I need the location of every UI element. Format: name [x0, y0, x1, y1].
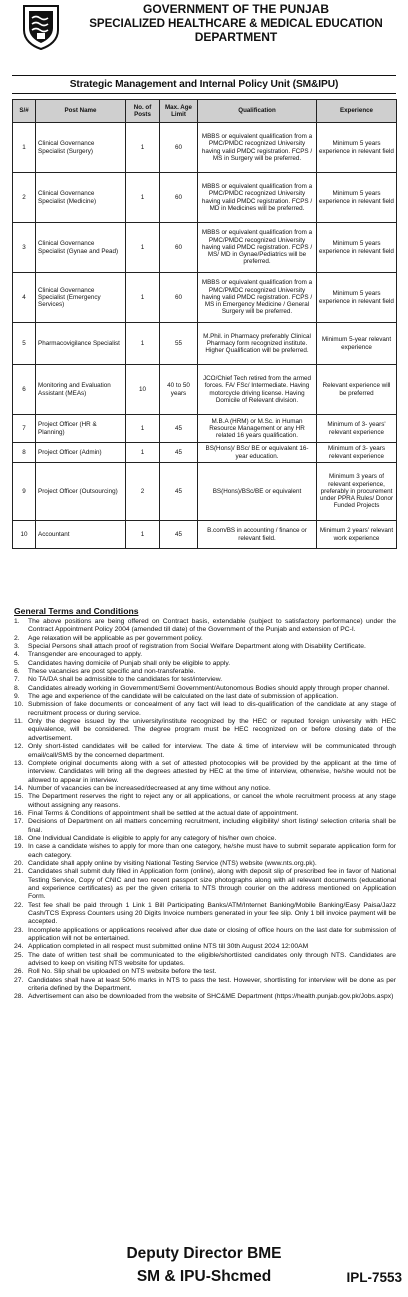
term-number: 6.: [14, 668, 20, 676]
term-number: 25.: [14, 951, 24, 959]
terms-title: General Terms and Conditions: [14, 606, 139, 616]
cell-qualification: BS(Hons)/BSc/BE or equivalent: [198, 463, 317, 521]
cell-sn: 2: [13, 173, 36, 223]
term-text: Candidates having domicile of Punjab shall only be eligible to apply.: [28, 659, 231, 667]
cell-qualification: MBBS or equivalent qualification from a PMC/PMDC recognized University having valid PMDC registration. FCPS / MS in Emergency Medicine / General Surgery will be preferred.: [198, 273, 317, 323]
cell-sn: 9: [13, 463, 36, 521]
cell-age: 60: [160, 273, 198, 323]
col-header-qualification: Qualification: [198, 100, 317, 123]
term-text: Complete original documents along with a set of attested photocopies will be provided by the applicant at the time of interview. Candidates will bring all the degrees attested by HEC at the time of interview, otherwise, he/she would not be allowed to appear in interview.: [28, 759, 396, 784]
unit-title: Strategic Management and Internal Policy Unit (SM&IPU): [69, 79, 339, 90]
cell-experience: Minimum 3 years of relevant experience, preferably in procurement under PPRA Rules/ Donor Funded Projects: [317, 463, 397, 521]
term-item: [14, 810, 396, 818]
term-text: The above positions are being offered on Contract basis, extendable (subject to satisfactory performance) under the Contract Appointment Policy 2004 (amended till date) of the Government of the Punjab and extension of PC-I.: [28, 618, 396, 634]
term-item: [14, 618, 396, 635]
cell-post: Clinical Governance Specialist (Emergency Services): [36, 273, 126, 323]
term-text: Submission of fake documents or concealment of any fact will lead to dis-qualification of the candidate at any stage of recruitment process or during service.: [28, 701, 396, 717]
cell-post: Project Officer (Admin): [36, 443, 126, 463]
term-number: 18.: [14, 834, 24, 842]
term-item: [14, 676, 396, 684]
cell-experience: Minimum 5-year relevant experience: [317, 323, 397, 365]
term-text: Candidates shall submit duly filled in Application form (online), along with deposit slip of prescribed fee in favor of National Testing Service, Copy of CNIC and two recent passport size photographs along with all relevant documents (educational and experience certificates) as per the given criteria to NTS through courier on the address mentioned on Application Form.: [28, 868, 396, 901]
term-text: No TA/DA shall be admissible to the candidates for test/interview.: [28, 676, 223, 684]
cell-experience: Minimum 5 years experience in relevant field: [317, 123, 397, 173]
table-row: [13, 173, 397, 223]
cell-experience: Minimum 2 years' relevant work experience: [317, 521, 397, 549]
cell-posts: 1: [126, 521, 160, 549]
term-number: 12.: [14, 743, 24, 751]
term-number: 17.: [14, 818, 24, 826]
col-header-post: Post Name: [36, 100, 126, 123]
term-text: Candidates shall have at least 50% marks in NTS to pass the test. However, shortlisting for interview will be done as per criteria defined by the Department.: [28, 976, 396, 993]
cell-qualification: MBBS or equivalent qualification from a PMC/PMDC recognized University having valid PMDC registration. FCPS / MS/ MD in Gynae/Pediatrics will be preferred.: [198, 223, 317, 273]
cell-experience: Minimum of 3- years' relevant experience: [317, 415, 397, 443]
term-text: Roll No. Slip shall be uploaded on NTS website before the test.: [28, 968, 217, 976]
term-number: 14.: [14, 784, 24, 792]
header: [0, 0, 408, 62]
term-text: Only short-listed candidates will be called for interview. The date & time of interview will be communicated through email/call/SMS by the concerned department.: [28, 743, 396, 759]
cell-age: 60: [160, 123, 198, 173]
term-text: Candidates already working in Government/Semi Government/Autonomous Bodies should apply through proper channel.: [28, 684, 390, 692]
term-text: These vacancies are post specific and non-transferable.: [28, 668, 196, 676]
cell-sn: 8: [13, 443, 36, 463]
term-text: Special Persons shall attach proof of registration from Social Welfare Department along with Disability Certificate.: [28, 643, 366, 651]
cell-sn: 5: [13, 323, 36, 365]
cell-posts: 1: [126, 173, 160, 223]
term-number: 4.: [14, 651, 20, 659]
cell-sn: 4: [13, 273, 36, 323]
term-item: [14, 651, 396, 659]
term-number: 7.: [14, 676, 20, 684]
cell-posts: 1: [126, 273, 160, 323]
terms-list: [14, 618, 396, 1002]
term-text: The age and experience of the candidate will be calculated on the last date of submission of application.: [28, 693, 339, 701]
col-header-posts: No. of Posts: [126, 100, 160, 123]
header-department-line1: SPECIALIZED HEALTHCARE & MEDICAL EDUCATION: [89, 17, 383, 30]
cell-post: Clinical Governance Specialist (Surgery): [36, 123, 126, 173]
table-row: [13, 123, 397, 173]
cell-age: 60: [160, 223, 198, 273]
vacancies-table: [12, 99, 397, 549]
term-text: In case a candidate wishes to apply for more than one category, he/she must have to submit separate application form for each category.: [28, 843, 396, 859]
table-row: [13, 223, 397, 273]
cell-post: Monitoring and Evaluation Assistant (MEAs): [36, 365, 126, 415]
cell-sn: 1: [13, 123, 36, 173]
term-number: 21.: [14, 868, 24, 876]
term-number: 24.: [14, 943, 24, 951]
punjab-government-seal-icon: [20, 4, 62, 50]
cell-post: Clinical Governance Specialist (Medicine): [36, 173, 126, 223]
term-item: [14, 860, 396, 868]
term-number: 16.: [14, 809, 24, 817]
cell-experience: Minimum 5 years experience in relevant field: [317, 223, 397, 273]
table-row: [13, 415, 397, 443]
term-number: 19.: [14, 843, 24, 851]
term-item: [14, 743, 396, 760]
term-text: Test fee shall be paid through 1 Link 1 Bill Participating Banks/ATM/Internet Banking/Mobile Banking/Easy Paisa/Jazz Cash/TCS Express Counters using 20 Digits Invoice numbers generated in your fee slip. Only 1 bill invoice payment will be accepted.: [28, 901, 396, 926]
cell-experience: Minimum 5 years experience in relevant field: [317, 273, 397, 323]
signatory-title: Deputy Director BME: [126, 1245, 282, 1262]
cell-age: 55: [160, 323, 198, 365]
term-number: 5.: [14, 659, 20, 667]
cell-sn: 7: [13, 415, 36, 443]
cell-posts: 1: [126, 223, 160, 273]
term-number: 11.: [14, 718, 23, 726]
cell-age: 45: [160, 415, 198, 443]
cell-experience: Relevant experience will be preferred: [317, 365, 397, 415]
cell-post: Clinical Governance Specialist (Gynae and Pead): [36, 223, 126, 273]
term-item: [14, 968, 396, 976]
term-number: 23.: [14, 926, 24, 934]
table-header-row: [13, 100, 397, 123]
term-text: Decisions of Department on all matters concerning recruitment, including eligibility/ short listing/ selection criteria shall be final.: [28, 818, 396, 834]
cell-qualification: M.B.A (HRM) or M.Sc. in Human Resource Management or any HR related 16 years qualification.: [198, 415, 317, 443]
cell-qualification: BS(Hons)/ BSc/ BE or equivalent 16-year education.: [198, 443, 317, 463]
term-item: [14, 760, 396, 785]
term-number: 27.: [14, 976, 24, 984]
term-number: 3.: [14, 643, 20, 651]
term-item: [14, 718, 396, 743]
cell-experience: Minimum 5 years experience in relevant field: [317, 173, 397, 223]
col-header-experience: Experience: [317, 100, 397, 123]
cell-sn: 10: [13, 521, 36, 549]
term-item: [14, 868, 396, 901]
term-number: 28.: [14, 993, 24, 1001]
cell-posts: 2: [126, 463, 160, 521]
term-item: [14, 952, 396, 969]
term-item: [14, 818, 396, 835]
term-number: 2.: [14, 634, 20, 642]
term-item: [14, 685, 396, 693]
table-row: [13, 365, 397, 415]
cell-age: 45: [160, 443, 198, 463]
divider: [12, 93, 396, 94]
col-header-sn: S/#: [13, 100, 36, 123]
table-row: [13, 323, 397, 365]
cell-post: Pharmacovigilance Specialist: [36, 323, 126, 365]
cell-qualification: MBBS or equivalent qualification from a PMC/PMDC recognized University having valid PMDC registration. FCPS / MS in Surgery will be preferred.: [198, 123, 317, 173]
term-number: 10.: [14, 701, 24, 709]
cell-posts: 1: [126, 415, 160, 443]
term-text: Number of vacancies can be increased/decreased at any time without any notice.: [28, 784, 271, 792]
table-row: [13, 521, 397, 549]
cell-post: Project Officer (Outsourcing): [36, 463, 126, 521]
table-row: [13, 273, 397, 323]
cell-experience: Minimum of 3- years relevant experience: [317, 443, 397, 463]
term-text: The date of written test shall be communicated to the eligible/shortlisted candidates only through NTS. Candidates are advised to keep on visiting NTS website for updates.: [28, 951, 396, 968]
term-number: 15.: [14, 793, 24, 801]
divider: [12, 75, 396, 76]
term-number: 22.: [14, 901, 24, 909]
table-row: [13, 443, 397, 463]
term-text: Application completed in all respect must submitted online NTS till 30th August 2024 12:00AM: [28, 943, 309, 951]
cell-posts: 1: [126, 123, 160, 173]
signatory-office: SM & IPU-Shcmed: [136, 1268, 272, 1285]
cell-post: Accountant: [36, 521, 126, 549]
term-number: 13.: [14, 759, 24, 767]
term-text: Transgender are encouraged to apply.: [28, 651, 143, 659]
col-header-age: Max. Age Limit: [160, 100, 198, 123]
term-item: [14, 902, 396, 927]
term-item: [14, 785, 396, 793]
term-item: [14, 793, 396, 810]
term-number: 8.: [14, 684, 20, 692]
term-item: [14, 701, 396, 718]
cell-posts: 1: [126, 443, 160, 463]
term-item: [14, 835, 396, 843]
term-text: Incomplete applications or applications received after due date or closing of office hours on the last date for submission of application will not be entertained.: [28, 926, 396, 943]
term-number: 26.: [14, 968, 24, 976]
term-number: 9.: [14, 693, 20, 701]
cell-qualification: JCO/Chief Tech retired from the armed forces. FA/ FSc/ Intermediate. Having motorcycle driving license. Having Domicile of Relevant division.: [198, 365, 317, 415]
term-text: Age relaxation will be applicable as per government policy.: [28, 634, 203, 642]
term-item: [14, 660, 396, 668]
cell-posts: 10: [126, 365, 160, 415]
term-number: 1.: [14, 618, 20, 625]
cell-sn: 3: [13, 223, 36, 273]
term-number: 20.: [14, 859, 24, 867]
term-item: [14, 943, 396, 951]
term-text: Only the degree issued by the university/institute recognized by the HEC or reputed foreign university with HEC equivalence, will be considered. The degree program must be HEC recognized on or before closing date of the advertisement.: [28, 718, 396, 742]
term-text: One Individual Candidate is eligible to apply for any category of his/her own choice.: [28, 834, 277, 842]
table-row: [13, 463, 397, 521]
term-text: The Department reserves the right to reject any or all applications, or cancel the whole recruitment process at any stage without assigning any reasons.: [28, 793, 396, 809]
term-item: [14, 993, 396, 1001]
term-item: [14, 635, 396, 643]
cell-qualification: B.com/BS in accounting / finance or relevant field.: [198, 521, 317, 549]
reference-number: IPL-7553: [346, 1270, 402, 1285]
cell-age: 45: [160, 521, 198, 549]
term-text: Candidate shall apply online by visiting National Testing Service (NTS) website (www.nts.org.pk).: [28, 859, 317, 867]
header-department-line2: DEPARTMENT: [194, 30, 278, 44]
cell-age: 45: [160, 463, 198, 521]
term-text: Advertisement can also be downloaded from the website of SHC&ME Department (https://health.punjab.gov.pk/Jobs.aspx): [28, 993, 394, 1001]
cell-qualification: MBBS or equivalent qualification from a PMC/PMDC recognized University having valid PMDC registration. FCPS / MD in Medicines will be preferred.: [198, 173, 317, 223]
cell-age: 60: [160, 173, 198, 223]
header-government: GOVERNMENT OF THE PUNJAB: [142, 2, 329, 16]
cell-age: 40 to 50 years: [160, 365, 198, 415]
cell-post: Project Officer (HR & Planning): [36, 415, 126, 443]
cell-sn: 6: [13, 365, 36, 415]
term-item: [14, 643, 396, 651]
term-item: [14, 927, 396, 944]
term-item: [14, 843, 396, 860]
cell-qualification: M.Phil. in Pharmacy preferably Clinical Pharmacy form recognized institute. Higher Qualification will be preferred.: [198, 323, 317, 365]
cell-posts: 1: [126, 323, 160, 365]
term-item: [14, 977, 396, 994]
term-text: Final Terms & Conditions of appointment shall be settled at the actual date of appointment.: [28, 809, 299, 817]
term-item: [14, 693, 396, 701]
term-item: [14, 668, 396, 676]
